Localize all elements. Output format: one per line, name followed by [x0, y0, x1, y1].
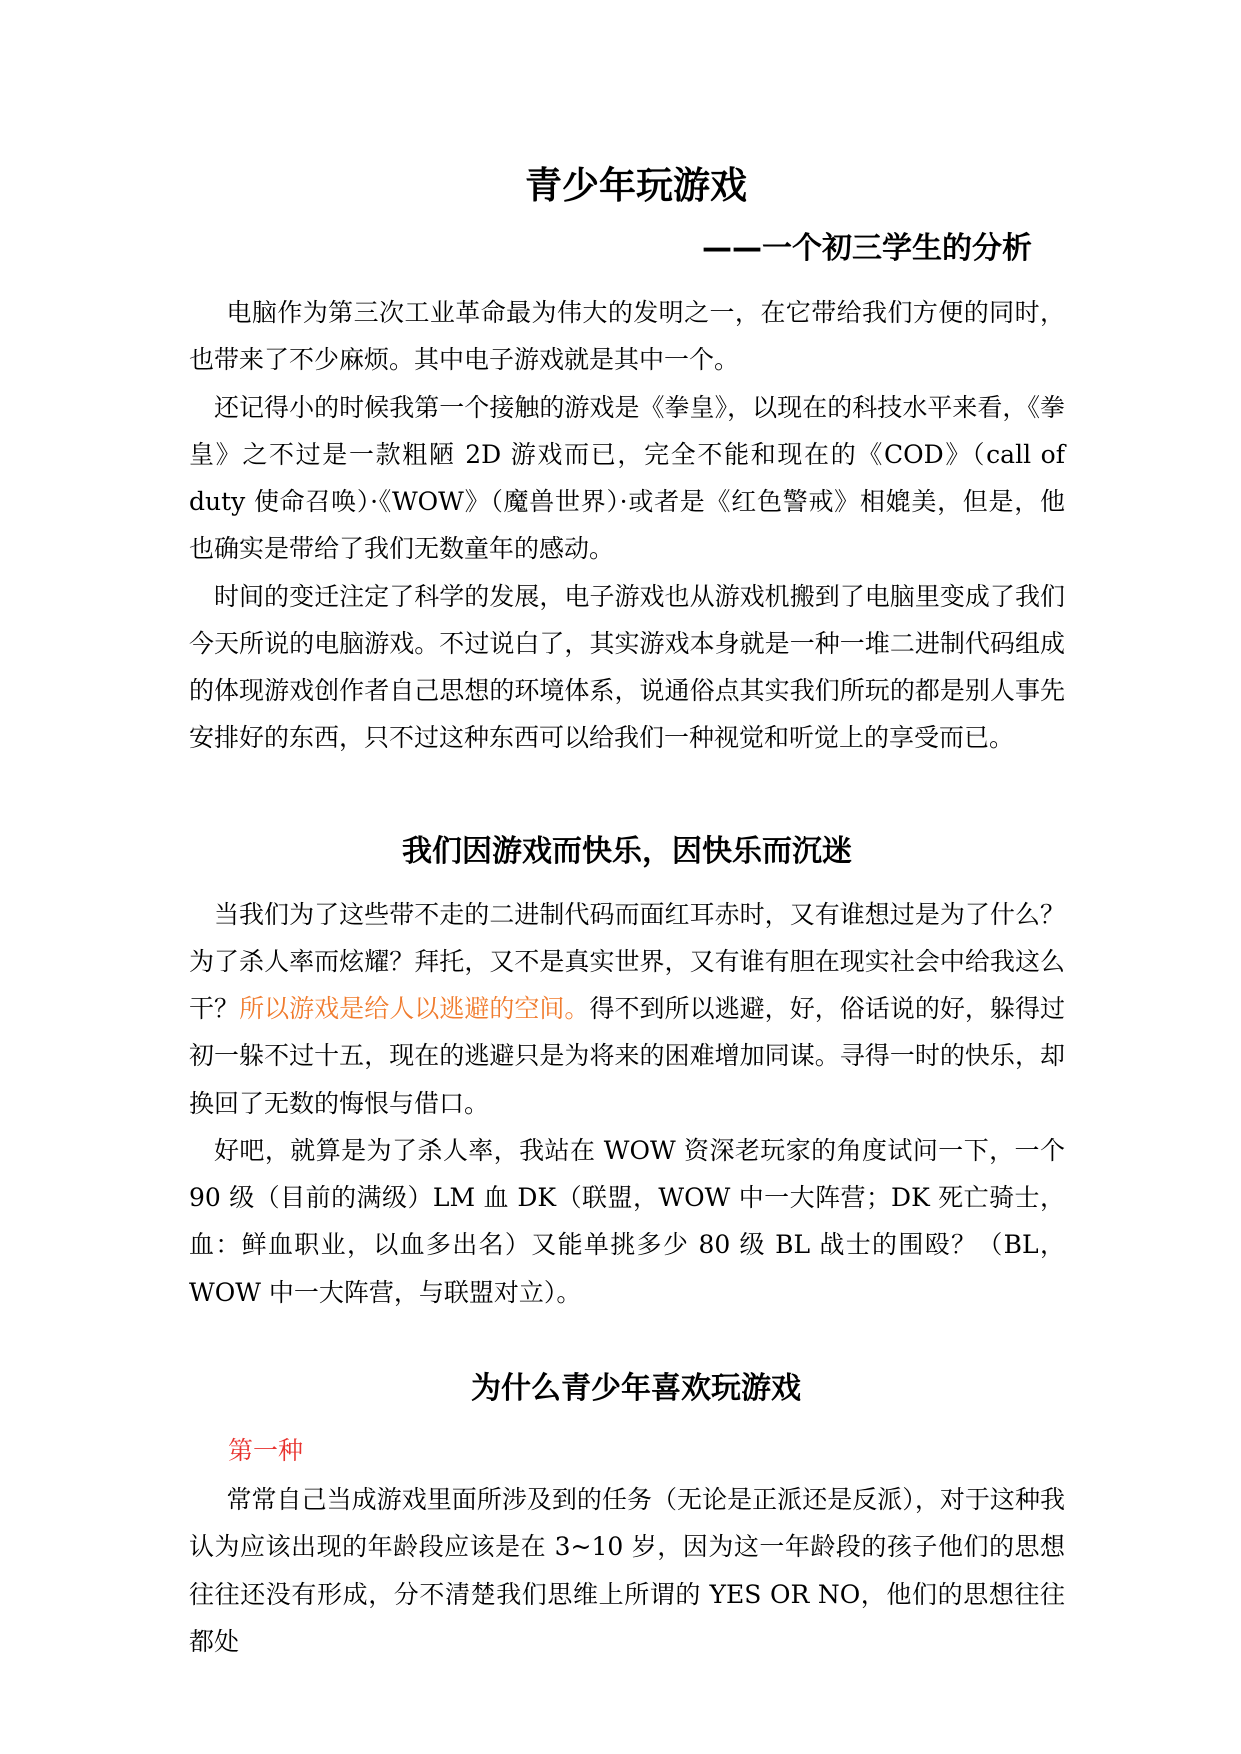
intro-paragraph: 时间的变迁注定了科学的发展，电子游戏也从游戏机搬到了电脑里变成了我们今天所说的电脑游戏。不过说白了，其实游戏本身就是一种一堆二进制代码组成的体现游戏创作者自己思想的环境体系，说通俗点其实我们所玩的都是别人事先安排好的东西，只不过这种东西可以给我们一种视觉和听觉上的享受而已。 — [189, 581, 1065, 753]
intro-section — [189, 289, 1065, 762]
section-1-body — [189, 891, 1065, 1316]
highlighted-text: 所以游戏是给人以逃避的空间。 — [239, 994, 590, 1023]
section-heading: 为什么青少年喜欢玩游戏 — [471, 1370, 801, 1406]
section-paragraph: 好吧，就算是为了杀人率，我站在 WOW 资深老玩家的角度试问一下，一个 90 级（目前的满级）LM 血 DK（联盟，WOW 中一大阵营；DK 死亡骑士，血：鲜血职业，以血多出名）又能单挑多少 80 级 BL 战士的围殴？（BL，WOW 中一大阵营，与联盟对立）。 — [189, 1135, 1065, 1307]
section-2-body — [189, 1476, 1065, 1665]
section-heading: 我们因游戏而快乐，因快乐而沉迷 — [402, 833, 852, 869]
red-label: 第一种 — [228, 1435, 304, 1465]
paragraph-text: 得不到所以逃避，好，俗话说的好，躲得过初一躲不过十五，现在的逃避只是为将来的困难增加同谋。寻得一时的快乐，却换回了无数的悔恨与借口。 — [189, 994, 1065, 1118]
section-paragraph: 常常自己当成游戏里面所涉及到的任务（无论是正派还是反派），对于这种我认为应该出现的年龄段应该是在 3~10 岁，因为这一年龄段的孩子他们的思想往往还没有形成，分不清楚我们思维上所谓的 YES OR NO，他们的思想往往都处 — [189, 1485, 1065, 1656]
intro-paragraph: 还记得小的时候我第一个接触的游戏是《拳皇》，以现在的科技水平来看，《拳皇》之不过是一款粗陋 2D 游戏而已，完全不能和现在的《COD》（call of duty 使命召唤）·《WOW》（魔兽世界）·或者是《红色警戒》相媲美，但是，他也确实是带给了我们无数童年的感动。 — [189, 392, 1065, 564]
document-title: 青少年玩游戏 — [525, 164, 747, 207]
paragraph-text: 当我们为了这些带不走的二进制代码而面红耳赤时，又有谁想过是为了什么？为了杀人率而炫耀？拜托，又不是真实世界，又有谁有胆在现实社会中给我这么干？ — [189, 899, 1065, 1023]
document-subtitle: ——一个初三学生的分析 — [702, 231, 1032, 266]
section-paragraph — [189, 891, 1065, 1127]
intro-paragraph: 电脑作为第三次工业革命最为伟大的发明之一，在它带给我们方便的同时，也带来了不少麻烦。其中电子游戏就是其中一个。 — [189, 298, 1065, 375]
